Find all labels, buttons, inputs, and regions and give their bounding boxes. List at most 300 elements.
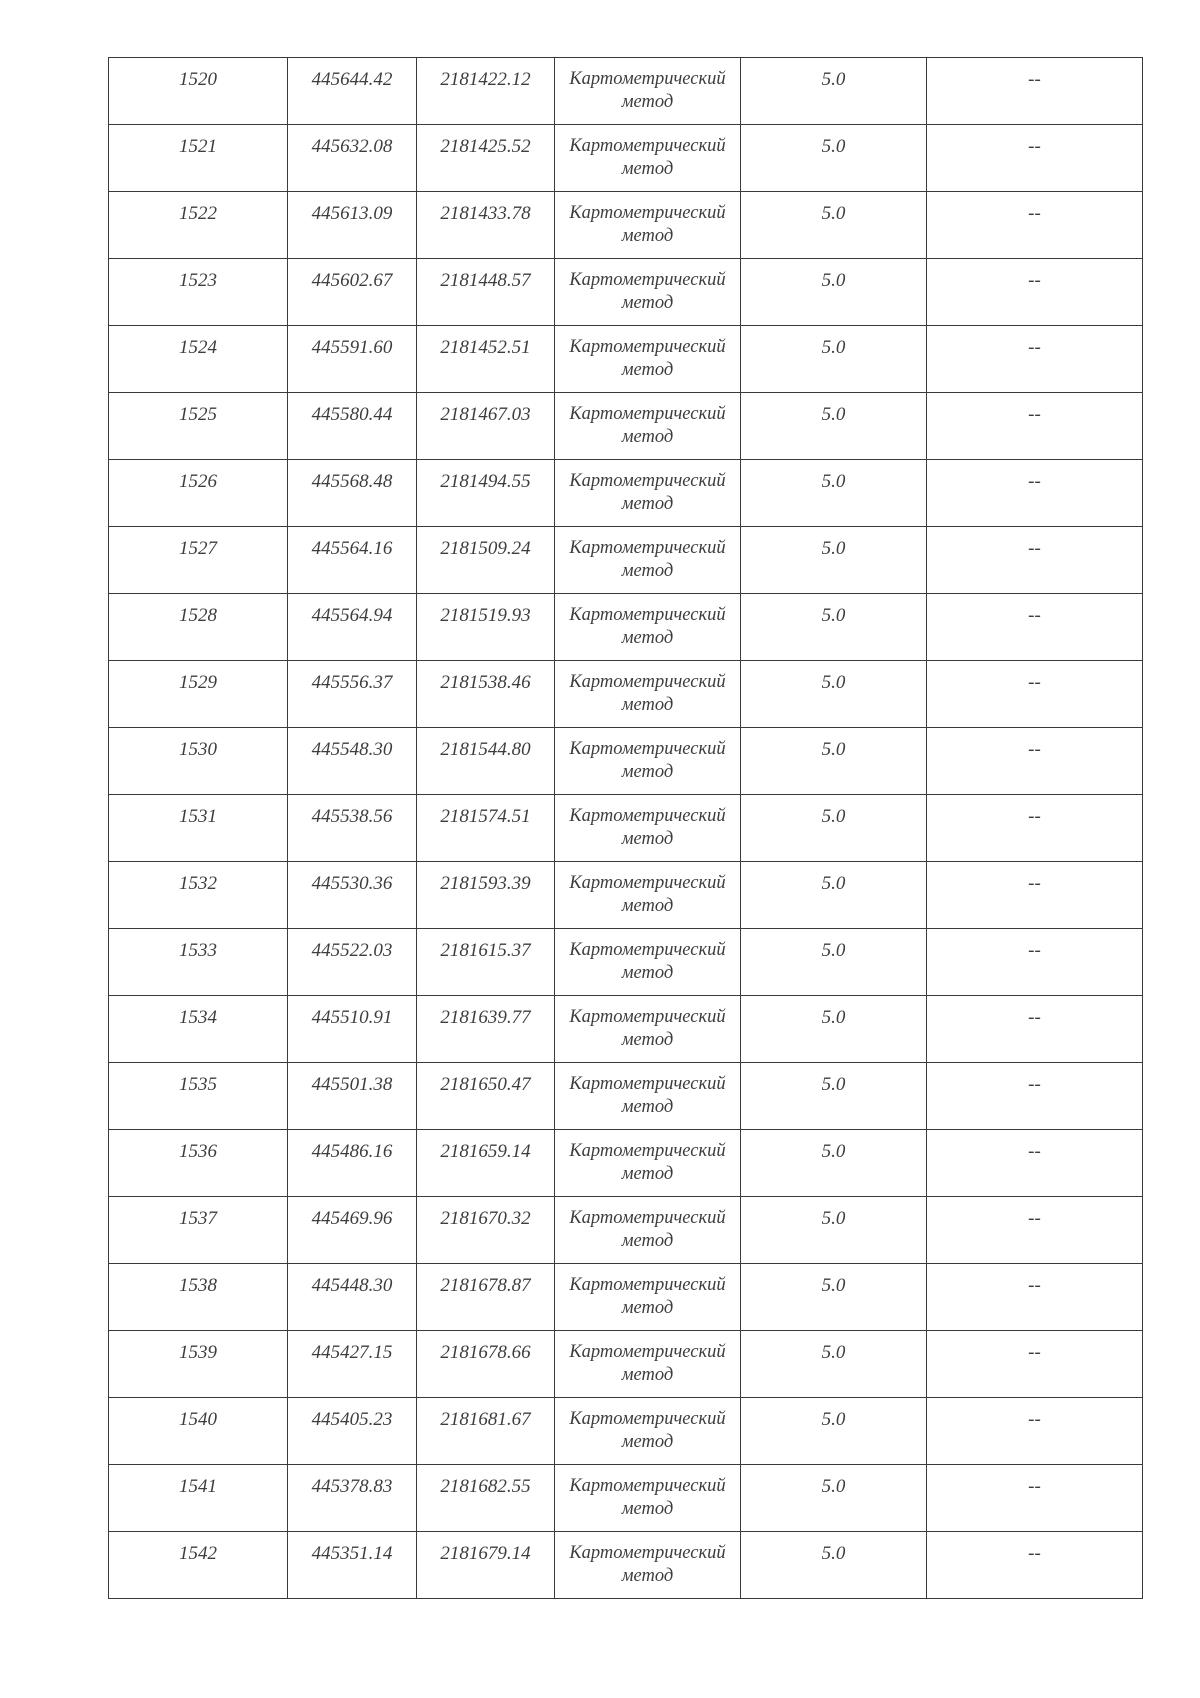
point-number-cell-text: 1520: [179, 69, 217, 90]
x-coordinate-cell: [288, 795, 417, 862]
table-row: [109, 862, 1143, 929]
table-row: [109, 1331, 1143, 1398]
note-cell: [927, 996, 1143, 1063]
x-coordinate-cell: [288, 125, 417, 192]
y-coordinate-cell-text: 2181433.78: [440, 203, 531, 224]
y-coordinate-cell: [417, 862, 555, 929]
accuracy-cell: [741, 661, 927, 728]
accuracy-cell-text: 5.0: [821, 940, 846, 961]
method-cell: [555, 1197, 741, 1264]
point-number-cell: [109, 192, 288, 259]
note-cell: [927, 594, 1143, 661]
method-cell-text: Картометрический метод: [569, 538, 726, 581]
table-row: [109, 58, 1143, 125]
point-number-cell: [109, 1197, 288, 1264]
x-coordinate-cell: [288, 1532, 417, 1599]
accuracy-cell-text: 5.0: [821, 69, 846, 90]
accuracy-cell: [741, 1197, 927, 1264]
method-cell: [555, 1130, 741, 1197]
method-cell-text: Картометрический метод: [569, 69, 726, 112]
accuracy-cell-text: 5.0: [821, 1275, 846, 1296]
method-cell-text: Картометрический метод: [569, 1275, 726, 1318]
x-coordinate-cell-text: 445405.23: [311, 1409, 393, 1430]
y-coordinate-cell-text: 2181678.66: [440, 1342, 531, 1363]
x-coordinate-cell-text: 445564.94: [311, 605, 393, 626]
note-cell-text: --: [1028, 1275, 1041, 1296]
y-coordinate-cell: [417, 795, 555, 862]
note-cell-text: --: [1028, 940, 1041, 961]
note-cell: [927, 795, 1143, 862]
point-number-cell: [109, 1063, 288, 1130]
method-cell-text: Картометрический метод: [569, 672, 726, 715]
y-coordinate-cell: [417, 460, 555, 527]
accuracy-cell: [741, 125, 927, 192]
method-cell-text: Картометрический метод: [569, 1409, 726, 1452]
x-coordinate-cell-text: 445602.67: [311, 270, 393, 291]
x-coordinate-cell-text: 445427.15: [311, 1342, 393, 1363]
coordinates-table: [108, 57, 1143, 1599]
accuracy-cell-text: 5.0: [821, 605, 846, 626]
point-number-cell: [109, 460, 288, 527]
accuracy-cell: [741, 594, 927, 661]
note-cell-text: --: [1028, 672, 1041, 693]
note-cell: [927, 929, 1143, 996]
x-coordinate-cell: [288, 728, 417, 795]
method-cell-text: Картометрический метод: [569, 337, 726, 380]
note-cell-text: --: [1028, 806, 1041, 827]
x-coordinate-cell-text: 445378.83: [311, 1476, 393, 1497]
point-number-cell: [109, 996, 288, 1063]
y-coordinate-cell-text: 2181670.32: [440, 1208, 531, 1229]
method-cell-text: Картометрический метод: [569, 404, 726, 447]
point-number-cell: [109, 862, 288, 929]
accuracy-cell: [741, 1532, 927, 1599]
y-coordinate-cell-text: 2181678.87: [440, 1275, 531, 1296]
note-cell: [927, 661, 1143, 728]
point-number-cell-text: 1525: [179, 404, 217, 425]
note-cell: [927, 1398, 1143, 1465]
y-coordinate-cell: [417, 326, 555, 393]
table-row: [109, 1532, 1143, 1599]
point-number-cell: [109, 1264, 288, 1331]
x-coordinate-cell: [288, 862, 417, 929]
accuracy-cell-text: 5.0: [821, 471, 846, 492]
accuracy-cell: [741, 862, 927, 929]
x-coordinate-cell: [288, 1465, 417, 1532]
accuracy-cell-text: 5.0: [821, 873, 846, 894]
point-number-cell-text: 1533: [179, 940, 217, 961]
x-coordinate-cell: [288, 326, 417, 393]
method-cell: [555, 1264, 741, 1331]
x-coordinate-cell-text: 445469.96: [311, 1208, 393, 1229]
point-number-cell-text: 1529: [179, 672, 217, 693]
note-cell-text: --: [1028, 270, 1041, 291]
x-coordinate-cell: [288, 1063, 417, 1130]
note-cell: [927, 1130, 1143, 1197]
point-number-cell-text: 1536: [179, 1141, 217, 1162]
note-cell-text: --: [1028, 1409, 1041, 1430]
note-cell-text: --: [1028, 873, 1041, 894]
point-number-cell-text: 1542: [179, 1543, 217, 1564]
x-coordinate-cell-text: 445530.36: [311, 873, 393, 894]
point-number-cell: [109, 728, 288, 795]
x-coordinate-cell: [288, 58, 417, 125]
point-number-cell-text: 1526: [179, 471, 217, 492]
table-row: [109, 661, 1143, 728]
accuracy-cell-text: 5.0: [821, 203, 846, 224]
accuracy-cell: [741, 527, 927, 594]
method-cell-text: Картометрический метод: [569, 1543, 726, 1586]
table-row: [109, 527, 1143, 594]
point-number-cell-text: 1531: [179, 806, 217, 827]
point-number-cell-text: 1527: [179, 538, 217, 559]
method-cell: [555, 1532, 741, 1599]
note-cell-text: --: [1028, 1543, 1041, 1564]
note-cell-text: --: [1028, 471, 1041, 492]
x-coordinate-cell: [288, 594, 417, 661]
y-coordinate-cell: [417, 393, 555, 460]
note-cell: [927, 1063, 1143, 1130]
y-coordinate-cell-text: 2181538.46: [440, 672, 531, 693]
x-coordinate-cell-text: 445448.30: [311, 1275, 393, 1296]
y-coordinate-cell-text: 2181650.47: [440, 1074, 531, 1095]
y-coordinate-cell-text: 2181467.03: [440, 404, 531, 425]
x-coordinate-cell-text: 445568.48: [311, 471, 393, 492]
accuracy-cell-text: 5.0: [821, 1208, 846, 1229]
point-number-cell-text: 1539: [179, 1342, 217, 1363]
y-coordinate-cell: [417, 929, 555, 996]
y-coordinate-cell-text: 2181639.77: [440, 1007, 531, 1028]
x-coordinate-cell-text: 445580.44: [311, 404, 393, 425]
table-row: [109, 996, 1143, 1063]
y-coordinate-cell-text: 2181681.67: [440, 1409, 531, 1430]
point-number-cell: [109, 929, 288, 996]
table-row: [109, 728, 1143, 795]
method-cell: [555, 527, 741, 594]
x-coordinate-cell: [288, 929, 417, 996]
table-row: [109, 460, 1143, 527]
accuracy-cell-text: 5.0: [821, 1007, 846, 1028]
table-row: [109, 1465, 1143, 1532]
note-cell-text: --: [1028, 1074, 1041, 1095]
y-coordinate-cell-text: 2181519.93: [440, 605, 531, 626]
x-coordinate-cell: [288, 996, 417, 1063]
note-cell: [927, 460, 1143, 527]
y-coordinate-cell: [417, 728, 555, 795]
note-cell-text: --: [1028, 1342, 1041, 1363]
note-cell-text: --: [1028, 605, 1041, 626]
y-coordinate-cell-text: 2181425.52: [440, 136, 531, 157]
y-coordinate-cell-text: 2181679.14: [440, 1543, 531, 1564]
point-number-cell-text: 1538: [179, 1275, 217, 1296]
point-number-cell: [109, 795, 288, 862]
point-number-cell: [109, 1398, 288, 1465]
point-number-cell-text: 1532: [179, 873, 217, 894]
point-number-cell: [109, 1532, 288, 1599]
accuracy-cell: [741, 1264, 927, 1331]
table-row: [109, 594, 1143, 661]
accuracy-cell: [741, 996, 927, 1063]
note-cell-text: --: [1028, 203, 1041, 224]
y-coordinate-cell-text: 2181494.55: [440, 471, 531, 492]
x-coordinate-cell: [288, 1130, 417, 1197]
point-number-cell: [109, 259, 288, 326]
y-coordinate-cell: [417, 1398, 555, 1465]
note-cell-text: --: [1028, 1208, 1041, 1229]
note-cell: [927, 1331, 1143, 1398]
note-cell: [927, 259, 1143, 326]
note-cell: [927, 326, 1143, 393]
accuracy-cell-text: 5.0: [821, 538, 846, 559]
x-coordinate-cell-text: 445632.08: [311, 136, 393, 157]
point-number-cell: [109, 393, 288, 460]
accuracy-cell-text: 5.0: [821, 1543, 846, 1564]
point-number-cell: [109, 1331, 288, 1398]
table-row: [109, 259, 1143, 326]
method-cell: [555, 192, 741, 259]
note-cell-text: --: [1028, 1007, 1041, 1028]
method-cell: [555, 259, 741, 326]
y-coordinate-cell-text: 2181659.14: [440, 1141, 531, 1162]
y-coordinate-cell: [417, 125, 555, 192]
note-cell: [927, 58, 1143, 125]
accuracy-cell: [741, 728, 927, 795]
y-coordinate-cell-text: 2181452.51: [440, 337, 531, 358]
y-coordinate-cell: [417, 1197, 555, 1264]
y-coordinate-cell: [417, 192, 555, 259]
point-number-cell: [109, 1130, 288, 1197]
point-number-cell: [109, 326, 288, 393]
note-cell: [927, 1264, 1143, 1331]
point-number-cell-text: 1521: [179, 136, 217, 157]
table-row: [109, 929, 1143, 996]
method-cell-text: Картометрический метод: [569, 136, 726, 179]
method-cell-text: Картометрический метод: [569, 1342, 726, 1385]
y-coordinate-cell-text: 2181544.80: [440, 739, 531, 760]
method-cell-text: Картометрический метод: [569, 806, 726, 849]
x-coordinate-cell: [288, 1331, 417, 1398]
x-coordinate-cell-text: 445548.30: [311, 739, 393, 760]
y-coordinate-cell: [417, 1465, 555, 1532]
method-cell: [555, 125, 741, 192]
x-coordinate-cell-text: 445522.03: [311, 940, 393, 961]
note-cell: [927, 1197, 1143, 1264]
accuracy-cell-text: 5.0: [821, 337, 846, 358]
note-cell: [927, 192, 1143, 259]
method-cell-text: Картометрический метод: [569, 739, 726, 782]
y-coordinate-cell-text: 2181615.37: [440, 940, 531, 961]
method-cell-text: Картометрический метод: [569, 203, 726, 246]
x-coordinate-cell: [288, 192, 417, 259]
y-coordinate-cell: [417, 527, 555, 594]
x-coordinate-cell-text: 445501.38: [311, 1074, 393, 1095]
accuracy-cell-text: 5.0: [821, 672, 846, 693]
x-coordinate-cell: [288, 393, 417, 460]
point-number-cell: [109, 594, 288, 661]
note-cell-text: --: [1028, 1141, 1041, 1162]
point-number-cell-text: 1534: [179, 1007, 217, 1028]
y-coordinate-cell: [417, 1264, 555, 1331]
accuracy-cell: [741, 259, 927, 326]
x-coordinate-cell-text: 445510.91: [311, 1007, 393, 1028]
x-coordinate-cell-text: 445556.37: [311, 672, 393, 693]
point-number-cell-text: 1535: [179, 1074, 217, 1095]
table-row: [109, 125, 1143, 192]
y-coordinate-cell: [417, 1331, 555, 1398]
note-cell: [927, 1532, 1143, 1599]
x-coordinate-cell-text: 445591.60: [311, 337, 393, 358]
point-number-cell: [109, 1465, 288, 1532]
point-number-cell-text: 1523: [179, 270, 217, 291]
note-cell-text: --: [1028, 1476, 1041, 1497]
method-cell: [555, 393, 741, 460]
point-number-cell-text: 1530: [179, 739, 217, 760]
accuracy-cell: [741, 58, 927, 125]
note-cell: [927, 125, 1143, 192]
note-cell-text: --: [1028, 404, 1041, 425]
accuracy-cell-text: 5.0: [821, 270, 846, 291]
x-coordinate-cell: [288, 460, 417, 527]
accuracy-cell: [741, 1398, 927, 1465]
y-coordinate-cell: [417, 1063, 555, 1130]
x-coordinate-cell: [288, 661, 417, 728]
method-cell-text: Картометрический метод: [569, 605, 726, 648]
point-number-cell-text: 1522: [179, 203, 217, 224]
y-coordinate-cell: [417, 58, 555, 125]
method-cell: [555, 1331, 741, 1398]
method-cell: [555, 795, 741, 862]
accuracy-cell-text: 5.0: [821, 1074, 846, 1095]
table-row: [109, 795, 1143, 862]
point-number-cell-text: 1528: [179, 605, 217, 626]
note-cell-text: --: [1028, 739, 1041, 760]
point-number-cell-text: 1524: [179, 337, 217, 358]
note-cell: [927, 728, 1143, 795]
table-row: [109, 1264, 1143, 1331]
y-coordinate-cell-text: 2181509.24: [440, 538, 531, 559]
accuracy-cell: [741, 393, 927, 460]
point-number-cell-text: 1540: [179, 1409, 217, 1430]
y-coordinate-cell: [417, 996, 555, 1063]
x-coordinate-cell-text: 445564.16: [311, 538, 393, 559]
accuracy-cell: [741, 1063, 927, 1130]
note-cell-text: --: [1028, 69, 1041, 90]
method-cell-text: Картометрический метод: [569, 873, 726, 916]
x-coordinate-cell: [288, 1398, 417, 1465]
accuracy-cell-text: 5.0: [821, 806, 846, 827]
accuracy-cell-text: 5.0: [821, 1409, 846, 1430]
note-cell-text: --: [1028, 136, 1041, 157]
method-cell: [555, 1398, 741, 1465]
method-cell: [555, 1063, 741, 1130]
x-coordinate-cell-text: 445613.09: [311, 203, 393, 224]
method-cell: [555, 862, 741, 929]
method-cell-text: Картометрический метод: [569, 1007, 726, 1050]
coordinates-table-body: [109, 58, 1143, 1599]
accuracy-cell-text: 5.0: [821, 1141, 846, 1162]
y-coordinate-cell: [417, 1532, 555, 1599]
method-cell-text: Картометрический метод: [569, 270, 726, 313]
point-number-cell: [109, 661, 288, 728]
y-coordinate-cell: [417, 259, 555, 326]
note-cell: [927, 393, 1143, 460]
method-cell-text: Картометрический метод: [569, 1141, 726, 1184]
method-cell: [555, 929, 741, 996]
y-coordinate-cell-text: 2181574.51: [440, 806, 531, 827]
point-number-cell-text: 1537: [179, 1208, 217, 1229]
accuracy-cell-text: 5.0: [821, 404, 846, 425]
note-cell-text: --: [1028, 538, 1041, 559]
accuracy-cell: [741, 795, 927, 862]
method-cell-text: Картометрический метод: [569, 1476, 726, 1519]
y-coordinate-cell-text: 2181682.55: [440, 1476, 531, 1497]
accuracy-cell: [741, 460, 927, 527]
method-cell-text: Картометрический метод: [569, 940, 726, 983]
accuracy-cell: [741, 1130, 927, 1197]
y-coordinate-cell: [417, 1130, 555, 1197]
method-cell: [555, 58, 741, 125]
point-number-cell: [109, 58, 288, 125]
x-coordinate-cell: [288, 259, 417, 326]
x-coordinate-cell: [288, 1264, 417, 1331]
table-row: [109, 1197, 1143, 1264]
accuracy-cell-text: 5.0: [821, 136, 846, 157]
accuracy-cell: [741, 192, 927, 259]
y-coordinate-cell-text: 2181448.57: [440, 270, 531, 291]
note-cell: [927, 1465, 1143, 1532]
method-cell: [555, 661, 741, 728]
y-coordinate-cell-text: 2181593.39: [440, 873, 531, 894]
x-coordinate-cell-text: 445351.14: [311, 1543, 393, 1564]
accuracy-cell: [741, 326, 927, 393]
accuracy-cell-text: 5.0: [821, 1342, 846, 1363]
point-number-cell: [109, 125, 288, 192]
y-coordinate-cell: [417, 661, 555, 728]
method-cell: [555, 326, 741, 393]
point-number-cell-text: 1541: [179, 1476, 217, 1497]
note-cell-text: --: [1028, 337, 1041, 358]
table-row: [109, 393, 1143, 460]
y-coordinate-cell: [417, 594, 555, 661]
y-coordinate-cell-text: 2181422.12: [440, 69, 531, 90]
point-number-cell: [109, 527, 288, 594]
method-cell-text: Картометрический метод: [569, 1208, 726, 1251]
accuracy-cell: [741, 1465, 927, 1532]
x-coordinate-cell-text: 445538.56: [311, 806, 393, 827]
table-row: [109, 192, 1143, 259]
method-cell: [555, 728, 741, 795]
x-coordinate-cell-text: 445644.42: [311, 69, 393, 90]
x-coordinate-cell-text: 445486.16: [311, 1141, 393, 1162]
table-row: [109, 1063, 1143, 1130]
accuracy-cell: [741, 929, 927, 996]
method-cell: [555, 1465, 741, 1532]
method-cell: [555, 460, 741, 527]
x-coordinate-cell: [288, 527, 417, 594]
table-row: [109, 1130, 1143, 1197]
x-coordinate-cell: [288, 1197, 417, 1264]
table-row: [109, 1398, 1143, 1465]
method-cell: [555, 594, 741, 661]
method-cell: [555, 996, 741, 1063]
note-cell: [927, 527, 1143, 594]
method-cell-text: Картометрический метод: [569, 471, 726, 514]
note-cell: [927, 862, 1143, 929]
method-cell-text: Картометрический метод: [569, 1074, 726, 1117]
accuracy-cell-text: 5.0: [821, 739, 846, 760]
accuracy-cell-text: 5.0: [821, 1476, 846, 1497]
accuracy-cell: [741, 1331, 927, 1398]
